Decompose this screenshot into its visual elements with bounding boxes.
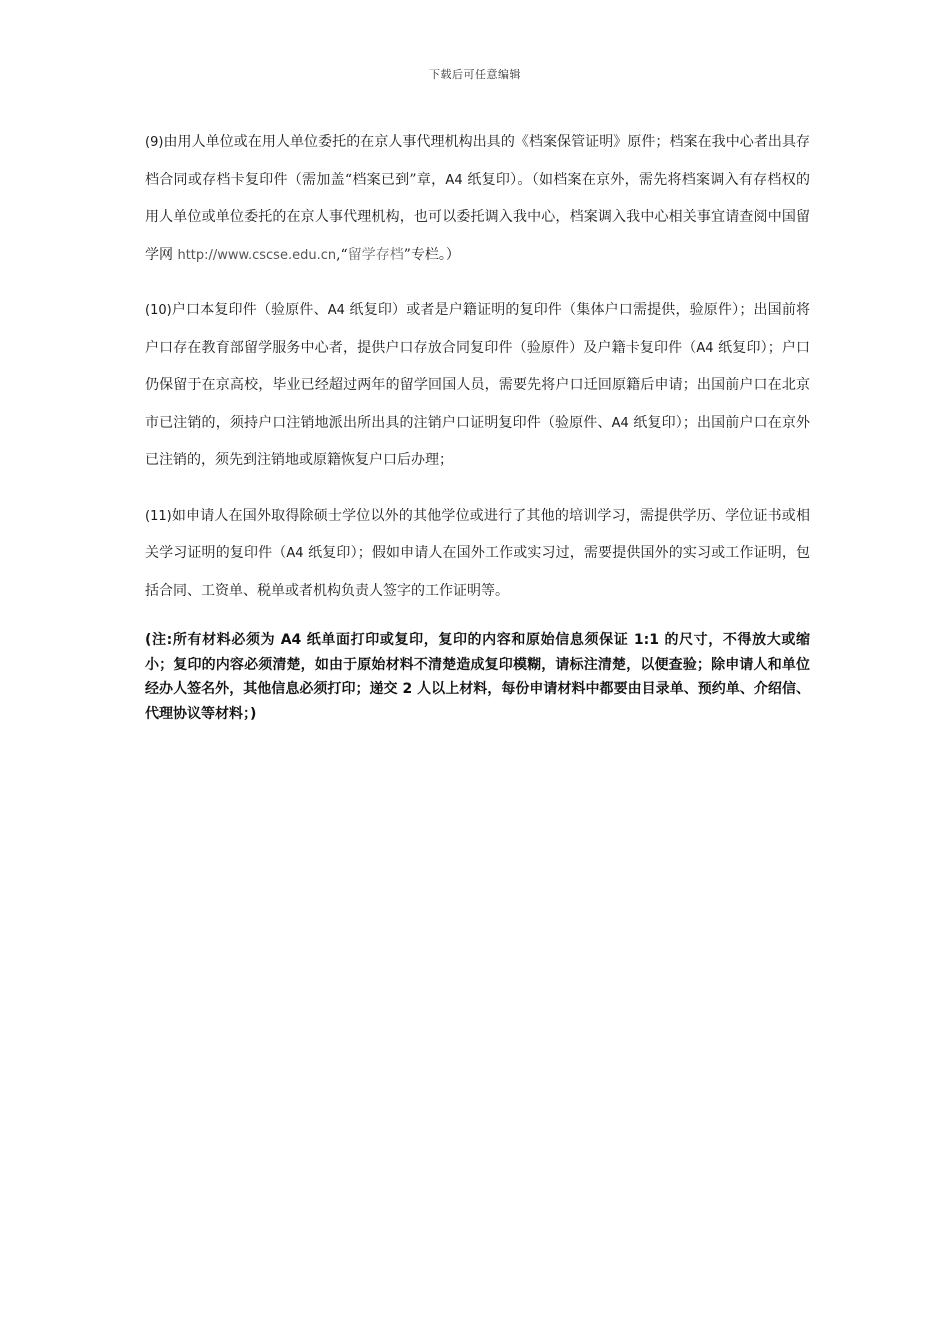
item-text: 户口本复印件（验原件、 (171, 302, 328, 318)
paper-size: A4 (445, 172, 463, 188)
item-text: 纸复印）；假如申请人在国外工作或实习过，需要提供国外的实习或工作证明，包括合同、工资单、税单或者机构负责人签字的工作证明等。 (145, 545, 810, 599)
requirement-item-9 (145, 124, 810, 274)
note-text: 的尺寸，不得放大或缩小；复印的内容必须清楚，如由于原始材料不清楚造成复印模糊，请标注清楚，以便查验；除申请人和单位经办人签名外，其他信息必须打印；递交 (145, 632, 811, 697)
item-number: (11) (145, 508, 172, 524)
item-number: (10) (145, 303, 172, 318)
paper-size: A4 (280, 632, 302, 648)
item-text: 纸复印）。（如档案在京外，需先将档案调入有存档权的用人单位或单位委托的在京人事代理机构，也可以委托调入我中心，档案调入我中心相关事宜请查阅中国留学网 (145, 171, 810, 263)
paper-size: A4 (327, 303, 345, 318)
requirement-item-11 (145, 498, 810, 611)
document-body (145, 124, 810, 740)
item-text: 纸复印）；出国前户口在京外已注销的，须先到注销地或原籍恢复户口后办理； (145, 414, 811, 468)
paper-size: A4 (696, 340, 714, 356)
note-open: (注: (145, 632, 173, 648)
paper-size: A4 (286, 546, 304, 561)
note-paragraph (145, 628, 810, 726)
count: 2 (402, 681, 413, 697)
note-text: 人以上材料，每份申请材料中都要由目录单、预约单、介绍信、代理协议等材料； (145, 681, 811, 722)
page-header: 下载后可任意编辑 (429, 68, 521, 81)
note-close: ) (250, 705, 257, 722)
item-text: 由用人单位或在用人单位委托的在京人事代理机构出具的《档案保管证明》原件；档案在我中心者出具存档合同或存档卡复印件（需加盖“档案已到”章， (145, 134, 810, 188)
requirement-item-10 (145, 292, 810, 480)
item-text: ,“ (336, 246, 348, 263)
note-text: 纸单面打印或复印，复印的内容和原始信息须保证 (301, 632, 634, 648)
item-text: ”专栏。） (403, 246, 460, 263)
paper-size: A4 (611, 415, 629, 431)
item-text: 如申请人在国外取得除硕士学位以外的其他学位或进行了其他的培训学习，需提供学历、学位证书或相关学习证明的复印件（ (145, 507, 810, 561)
ratio: 1:1 (633, 632, 659, 648)
column-link[interactable]: 留学存档 (347, 246, 404, 263)
item-text: 纸复印）或者是户籍证明的复印件（集体户口需提供，验原件）；出国前将户口存在教育部留学服务中心者，提供户口存放合同复印件（验原件）及户籍卡复印件（ (145, 302, 811, 356)
note-text: 所有材料必须为 (172, 632, 281, 648)
item-text: 纸复印）；户口仍保留于在京高校，毕业已经超过两年的留学回国人员，需要先将户口迁回原籍后申请；出国前户口在北京市已注销的，须持户口注销地派出所出具的注销户口证明复印件（验原件、 (145, 339, 810, 431)
website-link[interactable]: http://www.cscse.edu.cn (177, 247, 337, 263)
item-number: (9) (145, 135, 164, 150)
